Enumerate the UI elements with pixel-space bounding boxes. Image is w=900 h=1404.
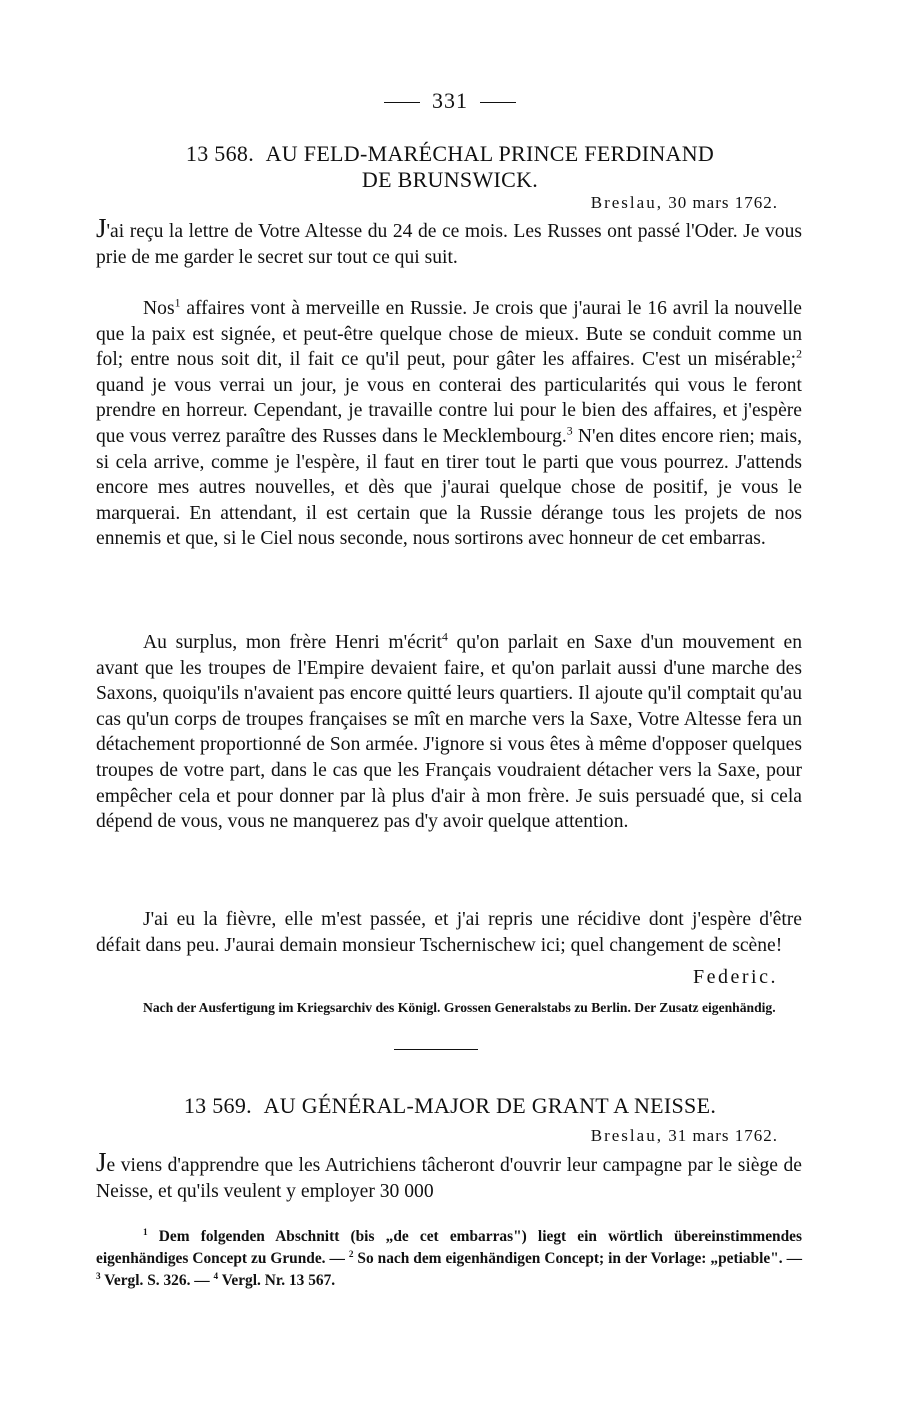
footnote-mark-3: 3 (96, 1270, 101, 1281)
letter1-number: 13 568. (185, 141, 254, 166)
letter1-source-note: Nach der Ausfertigung im Kriegsarchiv des Königl. Grossen Generalstabs zu Berlin. Der Zusatz eigenhändig. (143, 1000, 776, 1015)
letter1-signature: Federic. (693, 966, 778, 988)
letter2-dateline (591, 1126, 778, 1146)
letter2-p1-text: e viens d'apprendre que les Autrichiens tâcheront d'ouvrir leur campagne par le siège de Neisse, et qu'ils veulent y employer 30 000 (96, 1155, 802, 1202)
footnotes (96, 1226, 802, 1292)
footnote-ref-1: 1 (174, 296, 181, 310)
letter2-paragraph-1 (96, 1147, 802, 1204)
letter2-number: 13 569. (183, 1093, 252, 1118)
page-number-dash-right (480, 102, 516, 103)
letter1-paragraph-4 (96, 907, 802, 958)
footnote-ref-4: 4 (441, 630, 448, 644)
letter1-paragraph-1 (96, 213, 802, 270)
page-number (0, 88, 900, 114)
footnote-text-4: Vergl. Nr. 13 567. (218, 1272, 336, 1289)
letter1-p2-start: Nos (143, 298, 175, 319)
letter1-paragraph-2 (96, 296, 802, 552)
letter1-title-line1: AU FELD-MARÉCHAL PRINCE FERDINAND (265, 141, 715, 166)
letter1-heading (96, 141, 804, 193)
letter1-p2-b: quand je vous verrai un jour, je vous en conterai des particularités qui vous le feront prendre en horreur. Cependant, je travaille contre lui pour le bien des affaires, et j'espère que vous verrez paraître des Russes dans le Mecklembourg. (96, 374, 802, 447)
letter1-date: 30 mars 1762. (668, 193, 778, 212)
letter1-dateline (591, 193, 778, 213)
footnote-mark-4: 4 (213, 1270, 219, 1281)
footnote-text-2: So nach dem eigenhändigen Concept; in der Vorlage: „petiable". — (353, 1250, 802, 1267)
letter2-place: Breslau, (590, 1126, 663, 1145)
section-divider (394, 1049, 478, 1050)
letter2-title: AU GÉNÉRAL-MAJOR DE GRANT A NEISSE. (263, 1093, 717, 1118)
letter1-initial: J (96, 213, 107, 243)
footnote-block (96, 1226, 802, 1292)
letter2-date: 31 mars 1762. (668, 1126, 778, 1145)
letter1-p4-text: J'ai eu la fièvre, elle m'est passée, et j'ai repris une récidive dont j'espère d'être défait dans peu. J'aurai demain monsieur Tschernischew ici; quel changement de scène! (96, 909, 802, 956)
footnote-text-3: Vergl. S. 326. — (100, 1272, 214, 1289)
letter1-p1-text: 'ai reçu la lettre de Votre Altesse du 24 de ce mois. Les Russes ont passé l'Oder. Je vous prie de me garder le secret sur tout ce qui suit. (96, 221, 802, 268)
letter1-p2-a: affaires vont à merveille en Russie. Je crois que j'aurai le 16 avril la nouvelle que la paix est signée, et peut-être quelque chose de mieux. Bute se conduit comme un fol; entre nous soit dit, il fait ce qu'il peut, pour gâter les affaires. C'est un misérable; (96, 298, 802, 371)
letter1-p2-c: N'en dites encore rien; mais, si cela arrive, comme je l'espère, il faut en tirer tout le parti que vous pourrez. J'attends encore mes autres nouvelles, et dès que j'aurai quelque chose de positif, je vous le marquerai. En attendant, il est certain que la Russie dérange tous les projets de nos ennemis et que, si le Ciel nous seconde, nous sortirons avec honneur de cet embarras. (96, 425, 802, 550)
letter1-p3-a: Au surplus, mon frère Henri m'écrit (143, 632, 442, 653)
footnote-text-1: Dem folgenden Abschnitt (bis „de cet embarras") liegt ein wörtlich übereinstimmendes eigenhändiges Concept zu Grunde. — (96, 1228, 802, 1267)
letter2-initial: J (96, 1147, 107, 1177)
footnote-ref-2: 2 (796, 347, 802, 361)
footnote-mark-1: 1 (143, 1226, 148, 1237)
footnote-ref-3: 3 (566, 424, 573, 438)
page-number-text: 331 (432, 88, 468, 113)
letter2-heading (96, 1093, 804, 1119)
letter1-place: Breslau, (590, 193, 663, 212)
footnote-mark-2: 2 (348, 1248, 354, 1259)
letter1-title-line2: DE BRUNSWICK. (361, 167, 539, 192)
letter1-paragraph-3 (96, 630, 802, 835)
page-number-dash-left (384, 102, 420, 103)
letter1-p3-b: qu'on parlait en Saxe d'un mouvement en avant que les troupes de l'Empire devaient faire, et qu'on parlait aussi d'une marche des Saxons, quoiqu'ils n'avaient pas encore quitté leurs quartiers. Il ajoute qu'il comptait qu'au cas qu'un corps de troupes françaises se mît en marche vers la Saxe, Votre Altesse fera un détachement proportionné de Son armée. J'ignore si vous êtes à même d'opposer quelques troupes de votre part, dans le cas que les Français voudraient détacher vers la Saxe, pour empêcher cela et pour donner par là plus d'air à mon frère. Je suis persuadé que, si cela dépend de vous, vous ne manquerez pas d'y avoir quelque attention. (96, 632, 802, 833)
